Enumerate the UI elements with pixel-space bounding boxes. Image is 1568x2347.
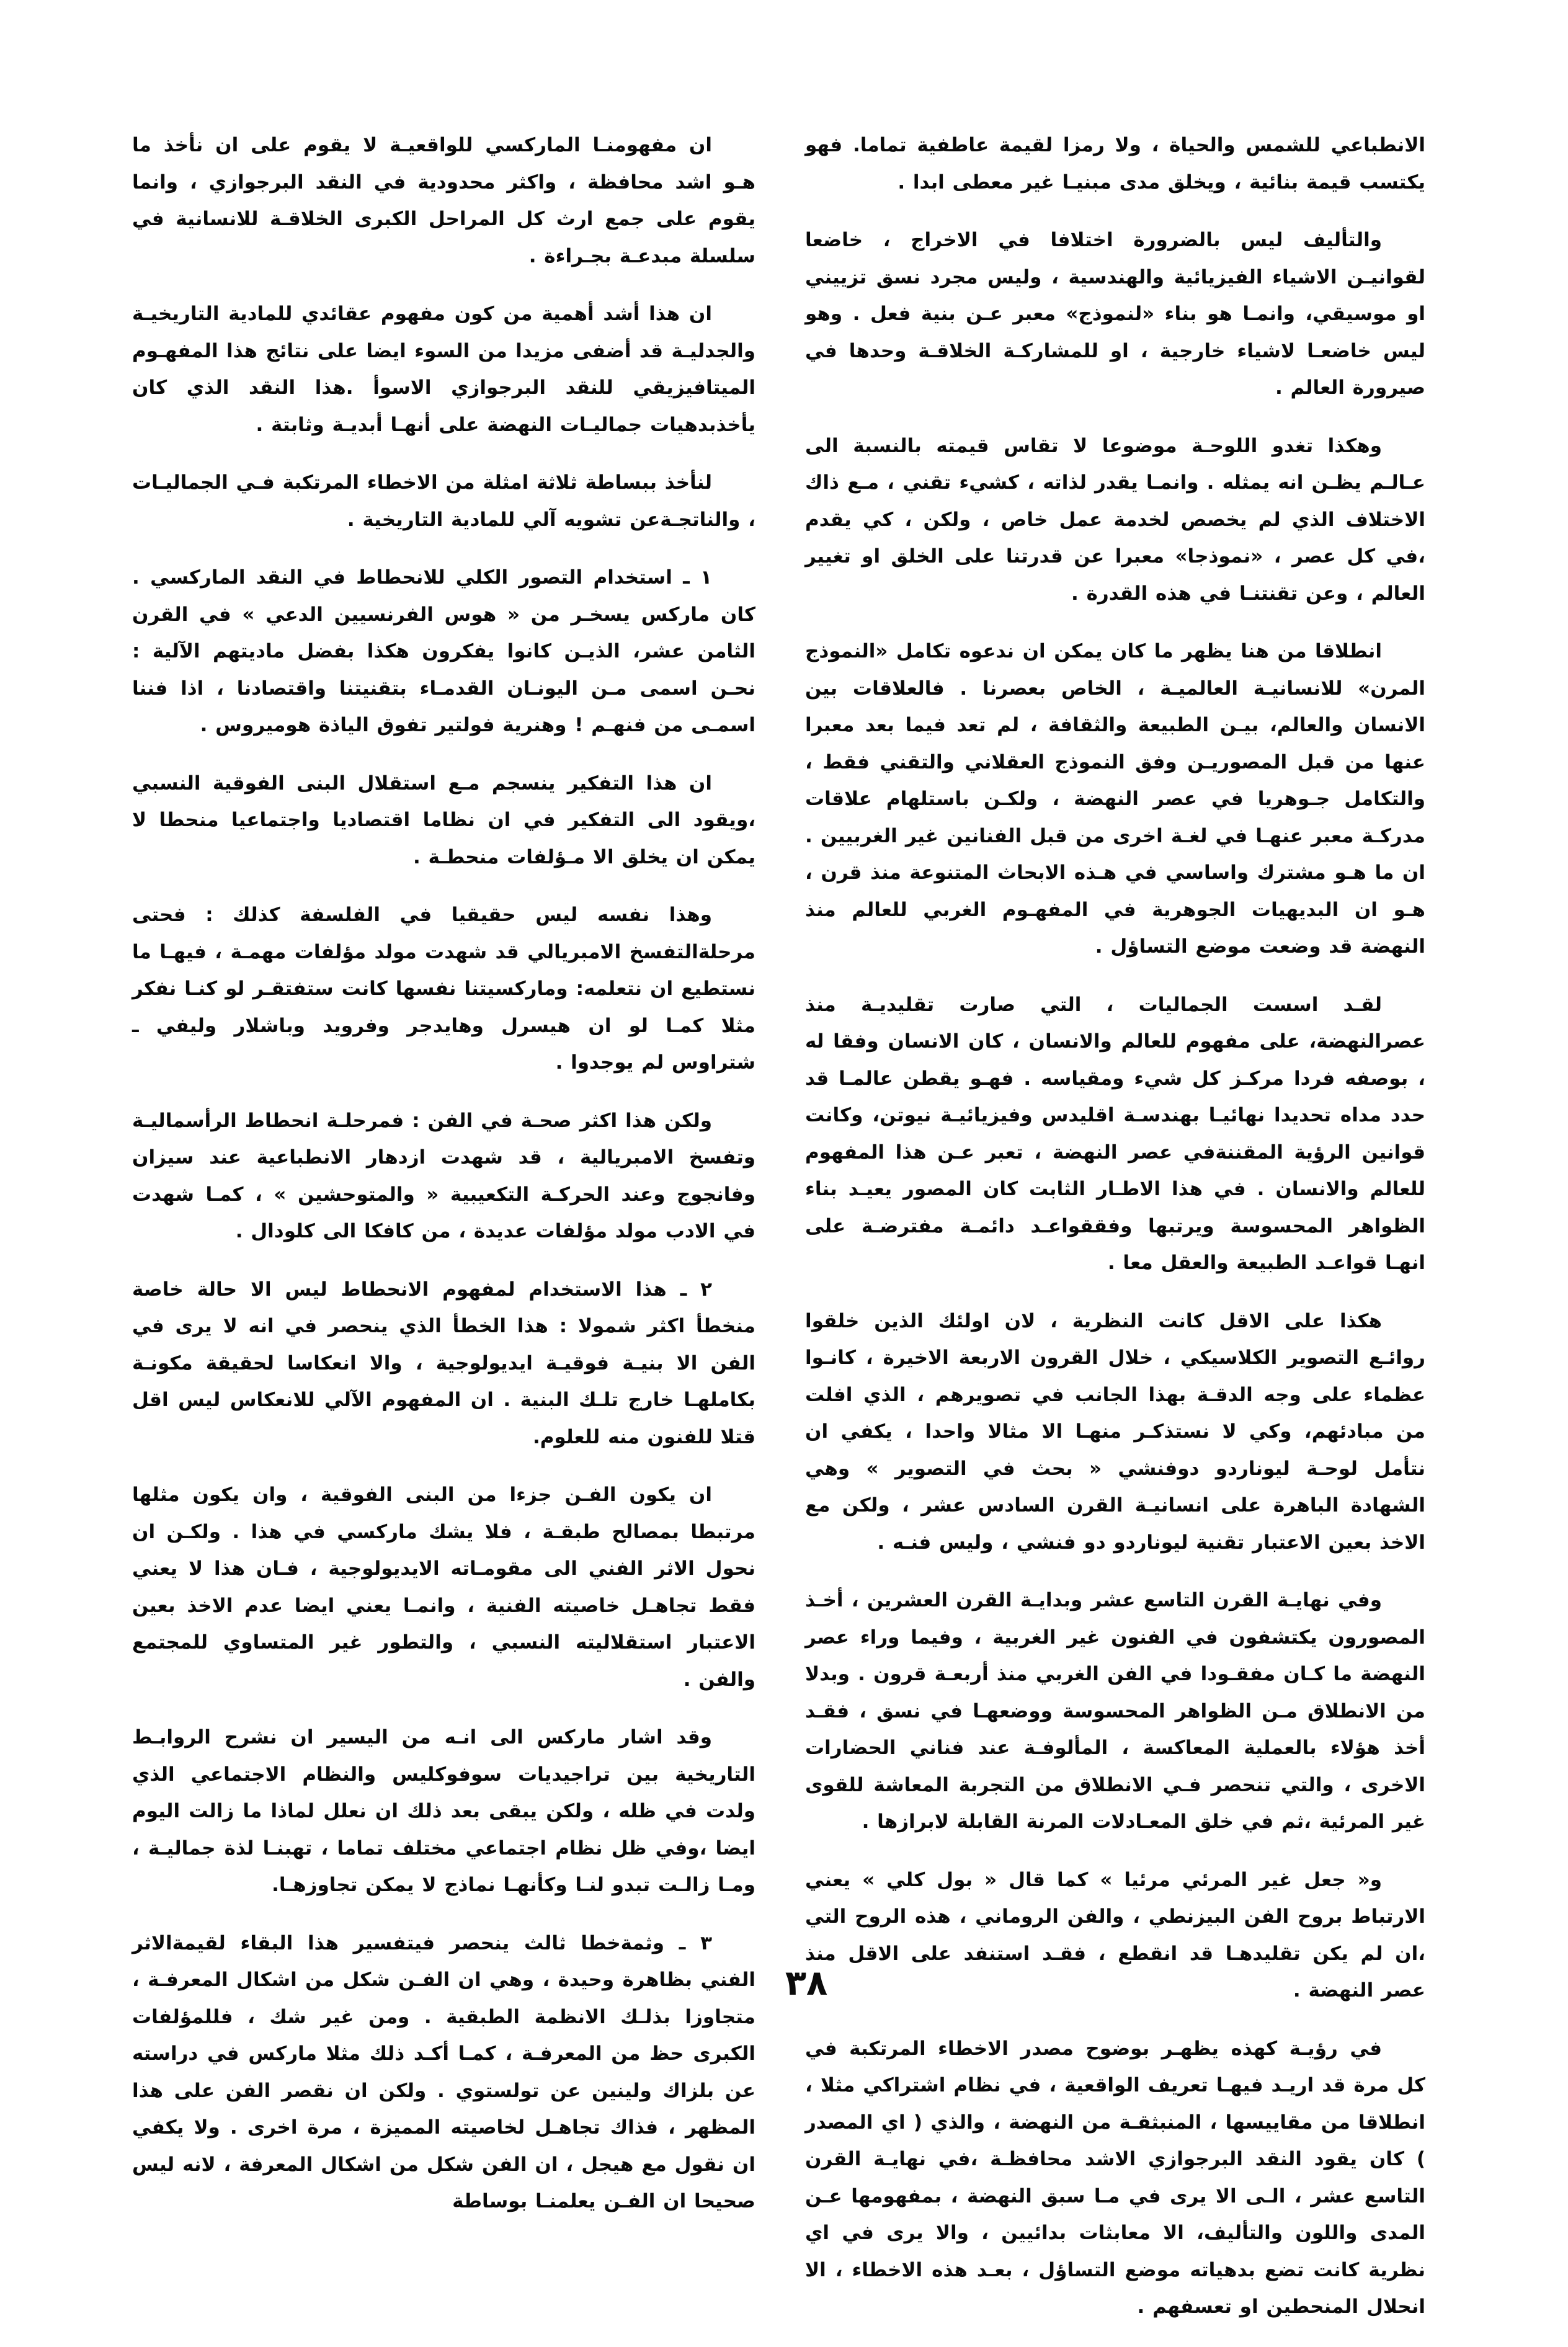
paragraph: ان هذا التفكير ينسجم مـع استقلال البنى الفوقية النسبي ،ويقود الى التفكير في ان نظاما اقتصاديا واجتماعيا منحطا لا يمكن ان يخلق الا مـؤلفات منحطـة . <box>132 772 755 868</box>
paragraph: وهذا نفسه ليس حقيقيا في الفلسفة كذلك : فحتى مرحلةالتفسخ الامبريالي قد شهدت مولد مؤلفات مهمـة ، فيهـا ما نستطيع ان نتعلمه: وماركسيتنا نفسها كانت ستفتقـر لو كنـا نفكر مثلا كمـا لو ان هيسرل وهايدجر وفرويد وباشلار وليفي ـ شتراوس لم يوجدوا . <box>132 904 755 1074</box>
paragraph: ان هذا أشد أهمية من كون مفهوم عقائدي للمادية التاريخيـة والجدليـة قد أضفى مزيدا من السوء ايضا على نتائج هذا المفهـوم الميتافيزيقي للنقد البرجوازي الاسوأ .هذا النقد الذي كان يأخذبدهيات جماليـات النهضة على أنهـا أبديـة وثابتة . <box>132 303 755 436</box>
page-number: ٣٨ <box>785 1963 828 2003</box>
paragraph: في رؤيـة كهذه يظهـر بوضوح مصدر الاخطاء المرتكبة في كل مرة قد اريـد فيهـا تعريف الواقعية ، في نظام اشتراكي مثلا ، انطلاقا من مقاييسها ، المنبثقـة من النهضة ، والذي ( اي المصدر ) كان يقود النقد البرجوازي الاشد محافظـة ،في نهايـة القرن التاسع عشر ، الـى الا يرى في مـا سبق النهضة ، بمفهومها عـن المدى واللون والتأليف، الا معابثات بدائيين ، والا يرى في اي نظرية كانت تضع بدهياته موضع التساؤل ، بعـد هذه الاخطاء ، الا انحلال المنحطين او تعسفهم . <box>805 2037 1425 2318</box>
paragraph: وقد اشار ماركس الى انـه من اليسير ان نشرح الروابـط التاريخية بين تراجيديات سوفوكليس والنظام الاجتماعي الذي ولدت في ظله ، ولكن يبقى بعد ذلك ان نعلل لماذا ما زالت اليوم ايضا ،وفي ظل نظام اجتماعي مختلف تماما ، تهبنـا لذة جماليـة ، ومـا زالـت تبدو لنـا وكأنهـا نماذج لا يمكن تجاوزهـا. <box>132 1726 755 1896</box>
right-column <box>805 127 1425 2347</box>
paragraph: والتأليف ليس بالضرورة اختلافا في الاخراج ، خاضعا لقوانيـن الاشياء الفيزيائية والهندسية ، وليس مجرد نسق تزييني او موسيقي، وانمـا هو بناء «لنموذج» معبر عـن بنية فعل . وهو ليس خاضعـا لاشياء خارجية ، او للمشاركـة الخلاقـة وحدها في صيرورة العالم . <box>805 229 1425 399</box>
paragraph: ولكن هذا اكثر صحـة في الفن : فمرحلـة انحطاط الرأسماليـة وتفسخ الامبريالية ، قد شهدت ازدهار الانطباعية عند سيزان وفانجوج وعند الحركـة التكعيبية « والمتوحشين » ، كمـا شهدت في الادب مولد مؤلفات عديدة ، من كافكا الى كلودال . <box>132 1109 755 1242</box>
paragraph: وفي نهايـة القرن التاسع عشر وبدايـة القرن العشرين ، أخـذ المصورون يكتشفون في الفنون غير الغربية ، وفيما وراء عصر النهضة ما كـان مفقـودا في الفن الغربي منذ أربعـة قرون . وبدلا من الانطلاق مـن الظواهر المحسوسة ووضعهـا في نسق ، فقـد أخذ هؤلاء بالعملية المعاكسة ، المألوفـة عند فناني الحضارات الاخرى ، والتي تنحصر فـي الانطلاق من التجربة المعاشة للقوى غير المرئية ،ثم في خلق المعـادلات المرنة القابلة لابرازها . <box>805 1589 1425 1833</box>
paragraph: وهكذا تغدو اللوحـة موضوعا لا تقاس قيمته بالنسبة الى عـالـم يظـن انه يمثله . وانمـا يقدر لذاته ، كشيء تقني ، مـع ذاك الاختلاف الذي لم يخصص لخدمة عمل خاص ، ولكن ، كي يقدم ،في كل عصر ، «نموذجا» معبرا عن قدرتنا على الخلق او تغيير العالم ، وعن تقنتنـا في هذه القدرة . <box>805 434 1425 605</box>
paragraph: ٣ ـ وثمةخطا ثالث ينحصر فيتفسير هذا البقاء لقيمةالاثر الفني بظاهرة وحيدة ، وهي ان الفـن شكل من اشكال المعرفـة ، متجاوزا بذلـك الانظمة الطبقية . ومن غير شك ، فللمؤلفات الكبرى حظ من المعرفـة ، كمـا أكـد ذلك مثلا ماركس في دراسته عن بلزاك ولينين عن تولستوي . ولكن ان نقصر الفن على هذا المظهر ، فذاك تجاهـل لخاصيته المميزة ، مرة اخرى . ولا يكفي ان نقول مع هيجل ، ان الفن شكل من اشكال المعرفة ، لانه ليس صحيحا ان الفـن يعلمنـا بوساطة <box>132 1931 755 2212</box>
paragraph: لقـد اسست الجماليات ، التي صارت تقليديـة منذ عصرالنهضة، على مفهوم للعالم والانسان ، كان الانسان وفقا له ، بوصفه فردا مركـز كل شيء ومقياسه . فهـو يقطن عالمـا قد حدد مداه تحديدا نهائيـا بهندسـة اقليدس وفيزيائيـة نيوتن، وكانت قوانين الرؤية المقننةفي عصر النهضة ، تعبر عـن هذا المفهوم للعالم والانسان . في هذا الاطـار الثابت كان المصور يعيـد بناء الظواهر المحسوسة ويرتبها وفققواعـد دائمـة مفترضـة على انهـا قواعـد الطبيعة والعقل معا . <box>805 993 1425 1274</box>
paragraph: لنأخذ ببساطة ثلاثة امثلة من الاخطاء المرتكبة فـي الجماليـات ، والناتجـةعن تشويه آلي للمادية التاريخية . <box>132 471 755 531</box>
paragraph: ٢ ـ هذا الاستخدام لمفهوم الانحطاط ليس الا حالة خاصة منخطأ اكثر شمولا : هذا الخطأ الذي ينحصر في انه لا يرى في الفن الا بنيـة فوقيـة ايديولوجية ، والا انعكاسا لحقيقة مكونـة بكاملهـا خارج تلـك البنية . ان المفهوم الآلي للانعكاس ليس اقل قتلا للفنون منه للعلوم. <box>132 1278 755 1448</box>
paragraph: انطلاقا من هنا يظهر ما كان يمكن ان ندعوه تكامل «النموذج المرن» للانسانيـة العالميـة ، الخاص بعصرنا . فالعلاقات بين الانسان والعالم، بيـن الطبيعة والثقافة ، لم تعد فيما بعد معبرا عنها من قبل المصوريـن وفق النموذج العقلاني والتقني فقط ، والتكامل جـوهريا في عصر النهضة ، ولكـن باستلهام علاقات مدركـة معبر عنهـا في لغـة اخرى من قبل الفنانين غير الغربيين . ان ما هـو مشترك واساسي في هـذه الابحاث المتنوعة منذ قرن ، هـو ان البديهيات الجوهرية في المفهـوم الغربي للعالم منذ النهضة قد وضعت موضع التساؤل . <box>805 640 1425 958</box>
left-column <box>132 127 755 2242</box>
paragraph: الانطباعي للشمس والحياة ، ولا رمزا لقيمة عاطفية تماما. فهو يكتسب قيمة بنائية ، ويخلق مدى مبنيـا غير معطى ابدا . <box>805 134 1425 194</box>
paragraph: هكذا على الاقل كانت النظرية ، لان اولئك الذين خلقوا روائـع التصوير الكلاسيكي ، خلال القرون الاربعة الاخيرة ، كانـوا عظماء على وجه الدقـة بهذا الجانب في تصويرهم ، الذي افلت من مبادئهم، وكي لا نستذكـر منهـا الا مثالا واحدا ، يكفي ان نتأمل لوحـة ليوناردو دوفنشي « بحث في التصوير » وهي الشهادة الباهرة على انسانيـة القرن السادس عشر ، ولكن مع الاخذ بعين الاعتبار تقنية ليوناردو دو فنشي ، وليس فنـه . <box>805 1309 1425 1554</box>
paragraph: ان مفهومنـا الماركسي للواقعيـة لا يقوم على ان نأخذ ما هـو اشد محافظة ، واكثر محدودية في النقد البرجوازي ، وانما يقوم على جمع ارث كل المراحل الكبرى الخلاقـة للانسانية في سلسلة مبدعـة بجـراءة . <box>132 134 755 267</box>
paragraph: ١ ـ استخدام التصور الكلي للانحطاط في النقد الماركسي . كان ماركس يسخـر من « هوس الفرنسيين الدعي » في القرن الثامن عشر، الذيـن كانوا يفكرون هكذا بفضل ماديتهم الآلية : نحـن اسمى مـن اليونـان القدمـاء بتقنيتنا واقتصادنا ، اذا فننا اسمـى من فنهـم ! وهنرية فولتير تفوق الياذة هوميروس . <box>132 566 755 736</box>
paragraph: و« جعل غير المرئي مرئيا » كما قال « بول كلي » يعني الارتباط بروح الفن البيزنطي ، والفن الروماني ، هذه الروح التي ،ان لم يكن تقليدهـا قد انقطع ، فقـد استنفد على الاقل منذ عصر النهضة . <box>805 1868 1425 2002</box>
paragraph: ان يكون الفـن جزءا من البنى الفوقية ، وان يكون مثلها مرتبطا بمصالح طبقـة ، فلا يشك ماركسي في هذا . ولكـن ان نحول الاثر الفني الى مقومـاته الايديولوجية ، فـان هذا لا يعني فقط تجاهـل خاصيته الفنية ، وانمـا يعني ايضا عدم الاخذ بعين الاعتبار استقلاليته النسبي ، والتطور غير المتساوي للمجتمع والفن . <box>132 1484 755 1691</box>
